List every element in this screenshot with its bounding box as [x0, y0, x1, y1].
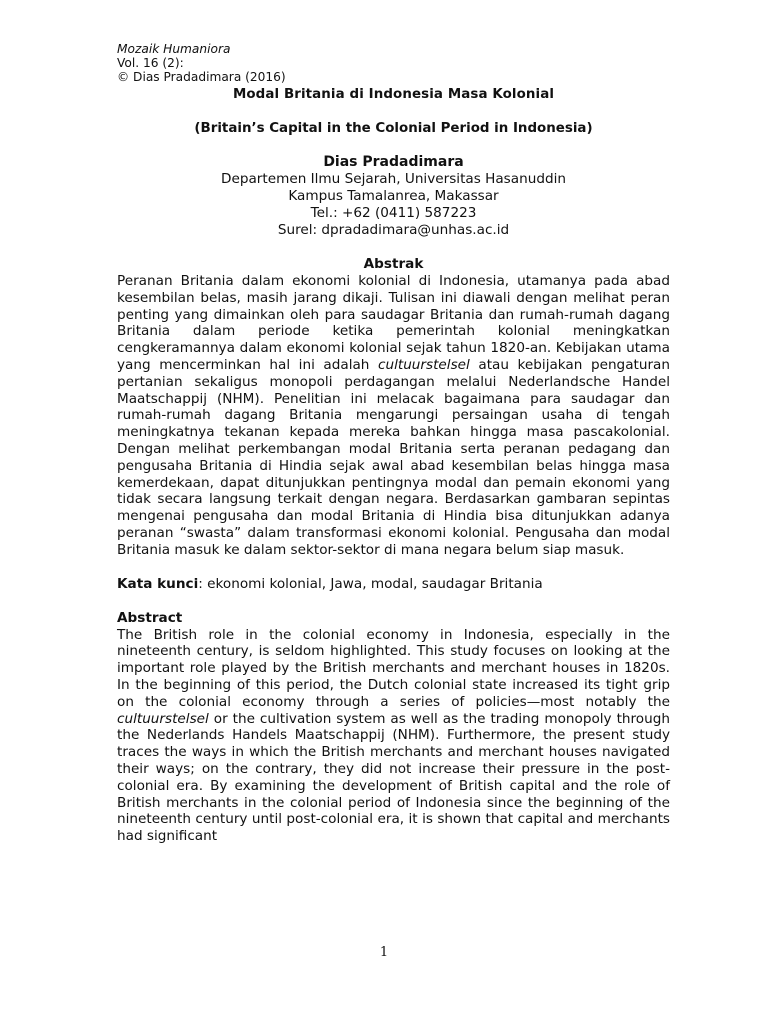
author-block: [117, 154, 670, 239]
abstrak-italic-term: cultuurstelsel: [378, 356, 470, 373]
paper-title: Modal Britania di Indonesia Masa Kolonial: [232, 87, 555, 102]
author-campus: Kampus Tamalanrea, Makassar: [288, 188, 499, 204]
abstrak-text-part1: Peranan Britania dalam ekonomi kolonial di Indonesia, utamanya pada abad kesembilan belas, masih jarang dikaji. Tulisan ini diawali dengan melihat peran penting yang dimainkan oleh para saudagar Britania dan rumah-rumah dagang Britania dalam periode ketika pemerintah kolonial meningkatkan cengkeramannya dalam ekonomi kolonial sejak tahun 1820-an. Kebijakan utama yang mencerminkan hal ini adalah: [117, 273, 670, 373]
author-phone: Tel.: +62 (0411) 587223: [310, 205, 477, 221]
abstract-italic-term: cultuurstelsel: [117, 710, 209, 727]
abstract-heading: Abstract: [117, 609, 183, 626]
keywords-label: Kata kunci: [117, 575, 199, 592]
journal-name: Mozaik Humaniora: [117, 42, 231, 56]
author-department: Departemen Ilmu Sejarah, Universitas Hasanuddin: [221, 171, 566, 187]
page-number: 1: [379, 945, 389, 960]
paper-subtitle: (Britain’s Capital in the Colonial Period in Indonesia): [194, 121, 593, 136]
abstrak-body: [117, 273, 670, 559]
author-name: Dias Pradadimara: [323, 154, 464, 170]
copyright-line: © Dias Pradadimara (2016): [117, 70, 286, 84]
journal-volume: Vol. 16 (2):: [117, 56, 184, 70]
author-email: Surel: dpradadimara@unhas.ac.id: [277, 222, 510, 238]
abstrak-heading: Abstrak: [363, 256, 424, 272]
abstract-text-part1: The British role in the colonial economy in Indonesia, especially in the nineteenth century, is seldom highlighted. This study focuses on looking at the important role played by the British merchants and merchant houses in 1820s. In the beginning of this period, the Dutch colonial state increased its tight grip on the colonial economy through a series of policies—most notably the: [117, 626, 670, 710]
abstrak-text-part2: atau kebijakan pengaturan pertanian sekaligus monopoli perdagangan melalui Nederlandsche Handel Maatschappij (NHM). Penelitian ini melacak bagaimana para saudagar dan rumah-rumah dagang Britania mengarungi persaingan usaha di tengah meningkatnya tekanan kepada mereka bahkan hingga masa pascakolonial. Dengan melihat perkembangan modal Britania serta peranan pedagang dan pengusaha Britania di Hindia sejak awal abad kesembilan belas hingga masa kemerdekaan, dapat ditunjukkan pentingnya modal dan pemain ekonomi yang tidak secara langsung terkait dengan negara. Berdasarkan gambaran sepintas mengenai pengusaha dan modal Britania di Hindia bisa ditunjukkan adanya peranan “swasta” dalam transformasi ekonomi kolonial. Pengusaha dan modal Britania masuk ke dalam sektor-sektor di mana negara belum siap masuk.: [117, 356, 670, 558]
journal-header: [117, 42, 670, 84]
keywords-text: : ekonomi kolonial, Jawa, modal, saudagar Britania: [198, 575, 543, 592]
keywords-line: [117, 576, 670, 593]
abstract-text-part2: or the cultivation system as well as the trading monopoly through the Nederlands Handels Maatschappij (NHM). Furthermore, the present study traces the ways in which the British merchants and merchant houses navigated their ways; on the contrary, they did not increase their pressure in the post-colonial era. By examining the development of British capital and the role of British merchants in the colonial period of Indonesia since the beginning of the nineteenth century until post-colonial era, it is shown that capital and merchants had significant: [117, 710, 670, 845]
paper-page: [117, 42, 670, 845]
abstract-body: [117, 627, 670, 845]
